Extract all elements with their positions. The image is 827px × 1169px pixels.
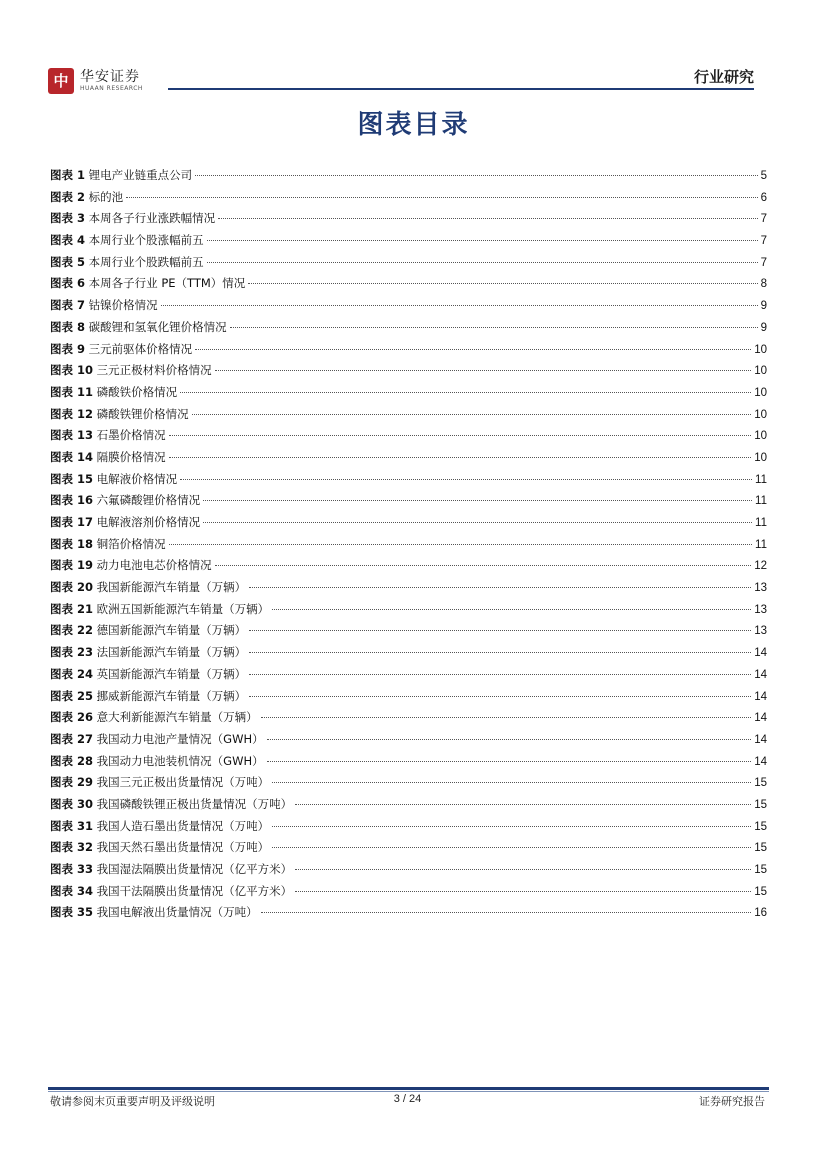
- toc-leader-dots: [267, 761, 752, 762]
- toc-entry[interactable]: [50, 902, 767, 924]
- toc-leader-dots: [218, 218, 757, 219]
- toc-entry-title: [50, 859, 292, 881]
- header-divider: [168, 88, 754, 90]
- toc-entry-title: [50, 339, 192, 361]
- toc-leader-dots: [248, 283, 757, 284]
- toc-entry[interactable]: [50, 816, 767, 838]
- toc-entry-title: [50, 751, 264, 773]
- toc-entry-number: 图表 17: [50, 515, 94, 529]
- toc-entry[interactable]: [50, 599, 767, 621]
- toc-entry[interactable]: [50, 469, 767, 491]
- toc-leader-dots: [126, 197, 757, 198]
- toc-entry-number: 图表 12: [50, 406, 94, 421]
- toc-entry-number: 图表 21: [50, 601, 94, 616]
- toc-entry-text: 隔膜价格情况: [96, 449, 166, 464]
- toc-entry-text: 电解液价格情况: [96, 471, 178, 486]
- toc-entry[interactable]: [50, 447, 767, 469]
- footer-divider-thin: [48, 1091, 769, 1092]
- toc-entry-text: 我国天然石墨出货量情况（万吨）: [96, 840, 270, 855]
- toc-entry-title: [50, 447, 166, 469]
- toc-page-number: 10: [754, 386, 767, 399]
- toc-entry-title: [50, 642, 246, 664]
- toc-entry[interactable]: [50, 382, 767, 404]
- toc-leader-dots: [207, 240, 758, 241]
- toc-leader-dots: [272, 782, 751, 783]
- toc-entry-number: 图表 11: [50, 384, 94, 399]
- toc-entry-text: 我国湿法隔膜出货量情况（亿平方米）: [96, 862, 293, 876]
- toc-leader-dots: [195, 175, 757, 176]
- toc-entry-number: 图表 27: [50, 731, 94, 746]
- toc-entry-title: [50, 881, 292, 903]
- toc-entry-text: 六氟磷酸锂价格情况: [96, 493, 201, 508]
- toc-entry[interactable]: [50, 620, 767, 642]
- toc-entry-title: [50, 599, 269, 621]
- toc-leader-dots: [249, 674, 751, 675]
- toc-entry-title: [50, 252, 204, 274]
- toc-page-number: 8: [760, 278, 767, 291]
- toc-page-number: 10: [754, 343, 767, 356]
- toc-entry-number: 图表 10: [50, 363, 94, 378]
- toc-page-number: 14: [754, 668, 767, 681]
- toc-entry-title: [50, 555, 212, 577]
- toc-entry-text: 我国人造石墨出货量情况（万吨）: [96, 818, 270, 833]
- toc-entry-title: [50, 512, 200, 534]
- toc-page-number: 9: [760, 321, 767, 334]
- toc-entry-title: [50, 469, 177, 491]
- toc-entry[interactable]: [50, 317, 767, 339]
- toc-page-number: 7: [760, 235, 767, 248]
- footer-divider: [48, 1087, 769, 1090]
- toc-entry-number: 图表 32: [50, 840, 94, 855]
- toc-entry-title: [50, 404, 189, 426]
- toc-entry-text: 铜箔价格情况: [96, 536, 166, 551]
- toc-entry-number: 图表 6: [50, 276, 86, 291]
- toc-leader-dots: [180, 392, 751, 393]
- toc-entry-number: 图表 5: [50, 254, 86, 269]
- toc-leader-dots: [192, 414, 752, 415]
- report-type: 证券研究报告: [699, 1095, 765, 1108]
- toc-entry-text: 我国电解液出货量情况（万吨）: [96, 905, 258, 920]
- toc-leader-dots: [215, 565, 752, 566]
- toc-entry-number: 图表 29: [50, 775, 94, 790]
- toc-entry[interactable]: [50, 555, 767, 577]
- toc-leader-dots: [169, 457, 752, 458]
- toc-entry[interactable]: [50, 187, 767, 209]
- toc-entry[interactable]: [50, 686, 767, 708]
- toc-entry-number: 图表 16: [50, 493, 94, 508]
- toc-entry[interactable]: [50, 837, 767, 859]
- toc-entry-number: 图表 2: [50, 189, 86, 204]
- toc-entry[interactable]: [50, 295, 767, 317]
- page-indicator: 3 / 24: [393, 1093, 422, 1105]
- toc-entry-text: 我国磷酸铁锂正极出货量情况（万吨）: [96, 796, 293, 811]
- toc-entry-title: [50, 295, 158, 317]
- toc-page-number: 13: [754, 603, 767, 616]
- toc-entry-number: 图表 30: [50, 796, 94, 811]
- toc-entry-title: [50, 187, 123, 209]
- toc-page-number: 13: [754, 625, 767, 638]
- toc-page-number: 10: [754, 430, 767, 443]
- toc-entry-number: 图表 28: [50, 753, 94, 768]
- toc-page-number: 10: [754, 408, 767, 421]
- toc-leader-dots: [230, 327, 758, 328]
- toc-entry-title: [50, 273, 245, 295]
- toc-leader-dots: [203, 500, 752, 501]
- toc-entry-text: 意大利新能源汽车销量（万辆）: [96, 710, 258, 725]
- toc-entry-text: 挪威新能源汽车销量（万辆）: [96, 688, 247, 703]
- toc-entry-number: 图表 3: [50, 211, 86, 226]
- toc-entry-number: 图表 35: [50, 905, 94, 920]
- toc-page-number: 10: [754, 451, 767, 464]
- toc-page-number: 14: [754, 690, 767, 703]
- toc-page-number: 14: [754, 755, 767, 768]
- toc-entry[interactable]: [50, 404, 767, 426]
- toc-page-number: 5: [760, 170, 767, 182]
- toc-entry-text: 本周行业个股涨幅前五: [88, 233, 204, 248]
- toc-entry-text: 电解液溶剂价格情况: [96, 515, 201, 529]
- toc-page-number: 11: [755, 538, 767, 551]
- toc-entry[interactable]: [50, 230, 767, 252]
- toc-page-number: 14: [754, 733, 767, 746]
- toc-leader-dots: [180, 479, 752, 480]
- toc-entry[interactable]: [50, 664, 767, 686]
- toc-entry-number: 图表 4: [50, 233, 86, 248]
- toc-page-number: 16: [754, 907, 767, 920]
- toc-leader-dots: [161, 305, 758, 306]
- toc-entry-text: 锂电产业链重点公司: [88, 168, 193, 182]
- toc-entry-title: [50, 165, 192, 187]
- toc-page-number: 9: [760, 300, 767, 313]
- toc-leader-dots: [249, 587, 751, 588]
- toc-entry[interactable]: [50, 490, 767, 512]
- toc-entry[interactable]: [50, 165, 767, 187]
- toc-page-number: 10: [754, 365, 767, 378]
- toc-entry-number: 图表 14: [50, 449, 94, 464]
- toc-leader-dots: [249, 696, 751, 697]
- toc-page-number: 7: [760, 213, 767, 226]
- toc-page-number: 15: [754, 820, 767, 833]
- page-header: [48, 62, 754, 98]
- toc-entry-title: [50, 837, 269, 859]
- toc-page-number: 13: [754, 582, 767, 595]
- toc-entry-title: [50, 577, 246, 599]
- toc-entry-number: 图表 25: [50, 688, 94, 703]
- toc-leader-dots: [169, 544, 752, 545]
- toc-leader-dots: [207, 262, 758, 263]
- toc-entry[interactable]: [50, 273, 767, 295]
- toc-entry[interactable]: [50, 772, 767, 794]
- toc-leader-dots: [295, 804, 751, 805]
- toc-page-number: 11: [755, 495, 767, 508]
- toc-entry[interactable]: [50, 339, 767, 361]
- toc-page-number: 15: [754, 885, 767, 898]
- toc-entry[interactable]: [50, 751, 767, 773]
- toc-entry[interactable]: [50, 729, 767, 751]
- toc-entry-number: 图表 18: [50, 536, 94, 551]
- toc-leader-dots: [295, 869, 751, 870]
- toc-entry-text: 钴镍价格情况: [88, 298, 158, 313]
- toc-entry[interactable]: [50, 360, 767, 382]
- toc-entry-text: 磷酸铁价格情况: [96, 384, 178, 399]
- toc-leader-dots: [169, 435, 752, 436]
- toc-entry-number: 图表 1: [50, 168, 86, 182]
- toc-entry[interactable]: [50, 859, 767, 881]
- toc-entry-title: [50, 729, 264, 751]
- toc-entry-text: 磷酸铁锂价格情况: [96, 406, 189, 421]
- toc-leader-dots: [215, 370, 752, 371]
- toc-entry-number: 图表 20: [50, 580, 94, 595]
- toc-page-number: 15: [754, 842, 767, 855]
- toc-entry-text: 本周各子行业 PE（TTM）情况: [88, 276, 246, 291]
- toc-entry-number: 图表 8: [50, 319, 86, 334]
- toc-entry-text: 我国干法隔膜出货量情况（亿平方米）: [96, 883, 293, 898]
- page-title: 图表目录: [357, 110, 470, 140]
- toc-entry-number: 图表 7: [50, 298, 86, 313]
- toc-leader-dots: [272, 826, 751, 827]
- toc-page-number: 11: [755, 473, 767, 486]
- toc-entry-title: [50, 816, 269, 838]
- report-section-label: 行业研究: [693, 68, 754, 86]
- toc-entry-title: [50, 707, 258, 729]
- toc-entry-title: [50, 317, 227, 339]
- toc-entry-title: [50, 490, 200, 512]
- toc-entry[interactable]: [50, 642, 767, 664]
- toc-entry-title: [50, 534, 166, 556]
- toc-entry-text: 动力电池电芯价格情况: [96, 558, 212, 573]
- toc-entry-number: 图表 19: [50, 558, 94, 573]
- toc-entry-title: [50, 230, 204, 252]
- toc-entry[interactable]: [50, 534, 767, 556]
- toc-entry-title: [50, 425, 166, 447]
- toc-page-number: 14: [754, 647, 767, 660]
- toc-leader-dots: [272, 847, 751, 848]
- toc-page-number: 6: [760, 191, 767, 204]
- toc-entry-text: 法国新能源汽车销量（万辆）: [96, 645, 247, 660]
- toc-page-number: 15: [754, 864, 767, 876]
- toc-entry-text: 我国三元正极出货量情况（万吨）: [96, 775, 270, 790]
- toc-entry-text: 欧洲五国新能源汽车销量（万辆）: [96, 601, 270, 616]
- toc-entry-text: 石墨价格情况: [96, 428, 166, 443]
- toc-entry-text: 德国新能源汽车销量（万辆）: [96, 623, 247, 638]
- footer-disclaimer: 敬请参阅末页重要声明及评级说明: [50, 1095, 215, 1108]
- page-footer: [50, 1093, 765, 1111]
- toc-entry-text: 本周各子行业涨跌幅情况: [88, 211, 216, 226]
- toc-entry[interactable]: [50, 794, 767, 816]
- toc-entry-number: 图表 24: [50, 666, 94, 681]
- toc-entry[interactable]: [50, 881, 767, 903]
- toc-leader-dots: [261, 717, 752, 718]
- toc-entry-number: 图表 31: [50, 818, 94, 833]
- toc-page-number: 15: [754, 798, 767, 811]
- toc-entry-text: 我国新能源汽车销量（万辆）: [96, 580, 247, 595]
- toc-entry-title: [50, 360, 212, 382]
- toc-entry[interactable]: [50, 425, 767, 447]
- toc-entry-number: 图表 26: [50, 710, 94, 725]
- toc-leader-dots: [249, 630, 751, 631]
- toc-leader-dots: [203, 522, 752, 523]
- toc-entry-title: [50, 208, 215, 230]
- toc-entry-text: 我国动力电池装机情况（GWH）: [96, 753, 264, 768]
- toc-leader-dots: [267, 739, 752, 740]
- logo-mark-icon: [48, 68, 74, 94]
- logo-mark-glyph: 中: [53, 71, 69, 90]
- toc-entry-title: [50, 382, 177, 404]
- toc-page-number: 12: [754, 560, 767, 573]
- toc-entry[interactable]: [50, 208, 767, 230]
- toc-page-number: 15: [754, 777, 767, 790]
- toc-page-number: 7: [760, 256, 767, 269]
- toc-entry[interactable]: [50, 252, 767, 274]
- toc-entry-text: 我国动力电池产量情况（GWH）: [96, 731, 264, 746]
- toc-entry-number: 图表 15: [50, 471, 94, 486]
- toc-entry-title: [50, 902, 258, 924]
- toc-entry-title: [50, 686, 246, 708]
- toc-entry-text: 三元正极材料价格情况: [96, 363, 212, 378]
- toc-entry-title: [50, 794, 292, 816]
- toc-entry-number: 图表 23: [50, 645, 94, 660]
- toc-entry-title: [50, 620, 246, 642]
- toc-entry-text: 本周行业个股跌幅前五: [88, 254, 204, 269]
- toc-entry-title: [50, 664, 246, 686]
- toc-entry-number: 图表 13: [50, 428, 94, 443]
- toc-leader-dots: [272, 609, 751, 610]
- toc-leader-dots: [195, 349, 751, 350]
- toc-entry-number: 图表 34: [50, 883, 94, 898]
- toc-leader-dots: [261, 912, 752, 913]
- toc-entry-number: 图表 33: [50, 862, 94, 876]
- toc-entry-text: 标的池: [88, 189, 124, 204]
- toc-entry[interactable]: [50, 707, 767, 729]
- toc-entry-text: 三元前驱体价格情况: [88, 341, 193, 356]
- logo-text: [80, 70, 143, 93]
- toc-page-number: 14: [754, 712, 767, 725]
- logo-english-name: HUAAN RESEARCH: [80, 84, 143, 92]
- toc-entry-number: 图表 9: [50, 341, 86, 356]
- toc-entry-title: [50, 772, 269, 794]
- toc-entry[interactable]: [50, 512, 767, 534]
- toc-entry-number: 图表 22: [50, 623, 94, 638]
- company-logo: [48, 68, 143, 94]
- toc-leader-dots: [295, 891, 751, 892]
- toc-leader-dots: [249, 652, 751, 653]
- toc-entry-text: 英国新能源汽车销量（万辆）: [96, 666, 247, 681]
- table-of-contents: [50, 165, 767, 924]
- toc-entry[interactable]: [50, 577, 767, 599]
- toc-page-number: 11: [755, 517, 767, 529]
- logo-company-name: 华安证券: [80, 68, 140, 85]
- toc-entry-text: 碳酸锂和氢氧化锂价格情况: [88, 319, 227, 334]
